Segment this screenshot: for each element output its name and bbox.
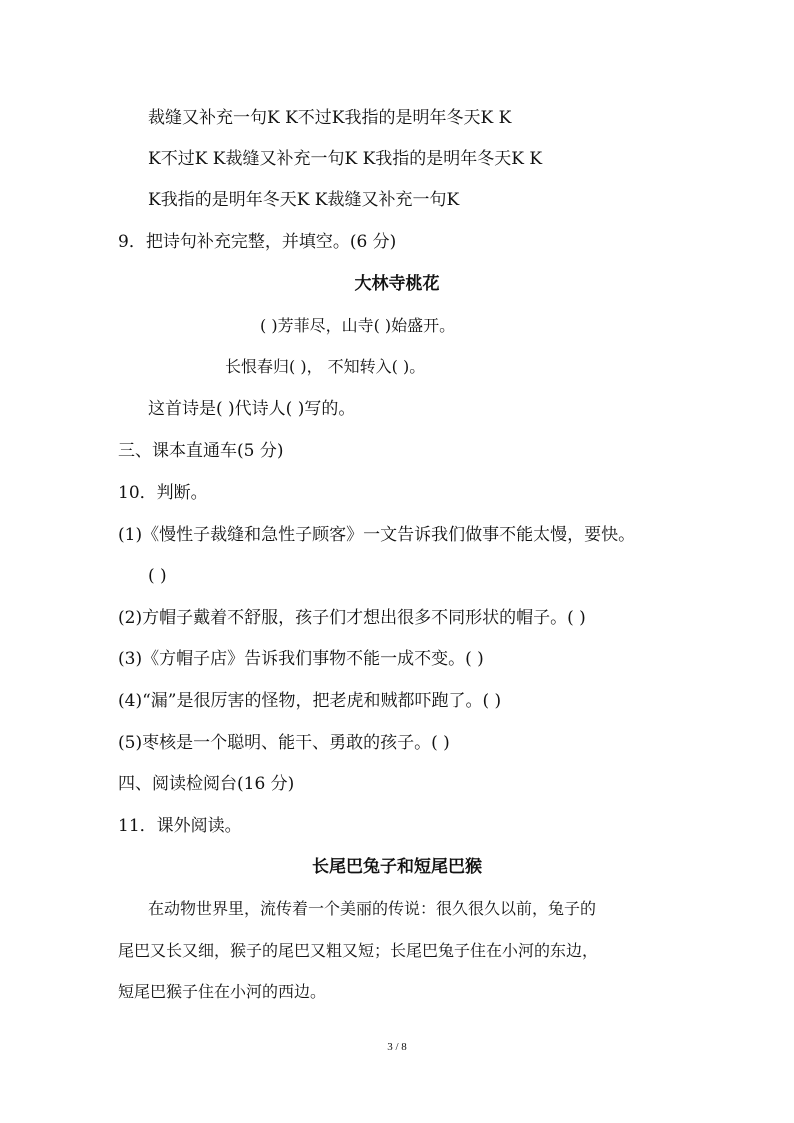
judge-item-1: (1)《慢性子裁缝和急性子顾客》一文告诉我们做事不能太慢，要快。: [118, 525, 636, 545]
q11-title: 11．课外阅读。: [118, 816, 242, 836]
page-number: 3 / 8: [387, 1041, 407, 1053]
story-paragraph-line-3: 短尾巴猴子住在小河的西边。: [118, 982, 327, 1001]
judge-item-3: (3)《方帽子店》告诉我们事物不能一成不变。( ): [118, 649, 484, 669]
option-line-2: K不过K K裁缝又补充一句K K我指的是明年冬天K K: [148, 149, 543, 169]
story-title: 长尾巴兔子和短尾巴猴: [312, 857, 482, 877]
judge-item-5: (5)枣核是一个聪明、能干、勇敢的孩子。( ): [118, 733, 450, 753]
q9-title: 9．把诗句补充完整，并填空。(6 分): [118, 232, 397, 252]
poem-line-1: ( )芳菲尽，山寺( )始盛开。: [260, 316, 456, 335]
q10-title: 10．判断。: [118, 483, 208, 503]
judge-item-1-blank: ( ): [148, 566, 167, 586]
judge-item-2: (2)方帽子戴着不舒服，孩子们才想出很多不同形状的帽子。( ): [118, 608, 586, 628]
poem-title: 大林寺桃花: [354, 274, 440, 294]
poem-line-2: 长恨春归( )， 不知转入( )。: [225, 357, 426, 376]
section3-heading: 三、课本直通车(5 分): [118, 441, 284, 461]
option-line-1: 裁缝又补充一句K K不过K我指的是明年冬天K K: [148, 108, 512, 128]
story-paragraph-line-2: 尾巴又长又细，猴子的尾巴又粗又短；长尾巴兔子住在小河的东边，: [118, 941, 599, 960]
poem-note: 这首诗是( )代诗人( )写的。: [148, 399, 356, 419]
story-paragraph-line-1: 在动物世界里，流传着一个美丽的传说：很久很久以前，兔子的: [148, 899, 597, 918]
judge-item-4: (4)“漏”是很厉害的怪物，把老虎和贼都吓跑了。( ): [118, 691, 502, 711]
section4-heading: 四、阅读检阅台(16 分): [118, 774, 295, 794]
option-line-3: K我指的是明年冬天K K裁缝又补充一句K: [148, 190, 460, 210]
